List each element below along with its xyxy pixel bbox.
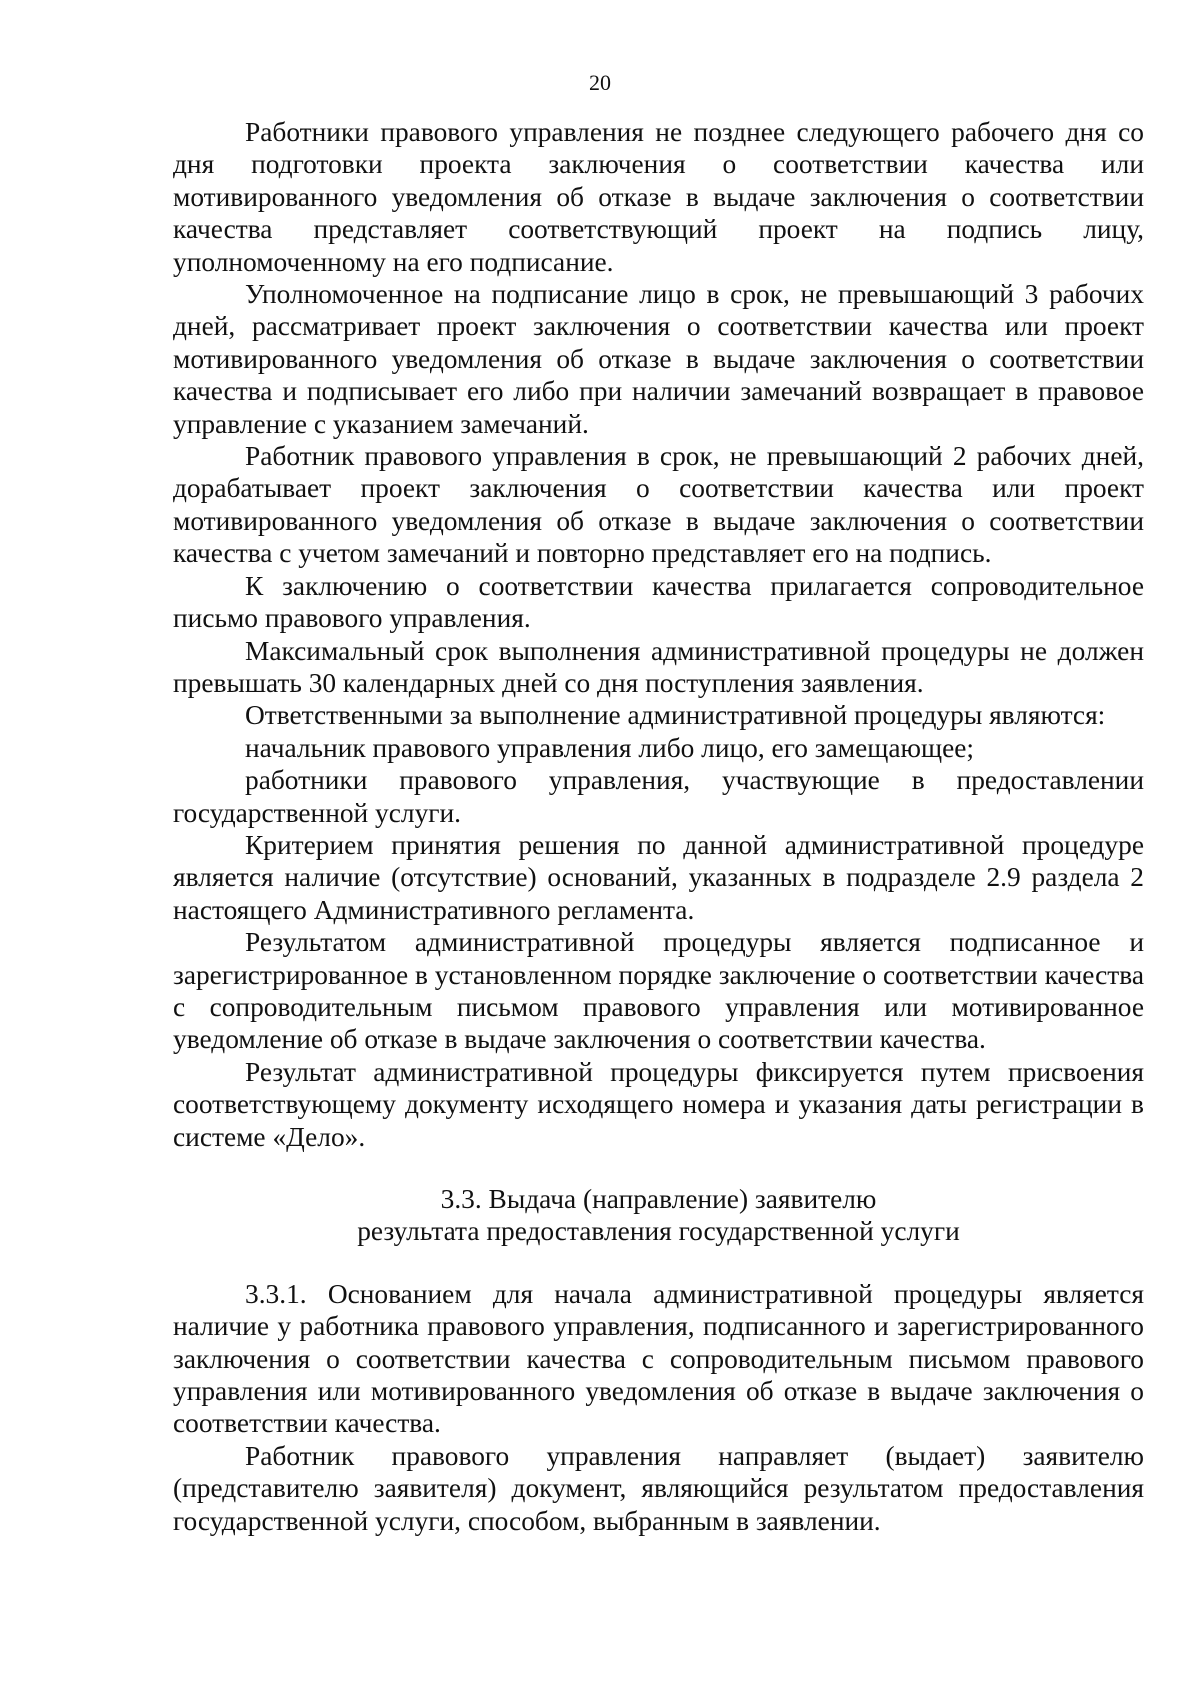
paragraph: Работник правового управления в срок, не превышающий 2 рабочих дней, дорабатывает проект заключения о соответствии качества или проект мотивированного уведомления об отказе в выдаче заключения о соответствии качества с учетом замечаний и повторно представляет его на подпись. [173, 441, 1144, 569]
paragraph: Результатом административной процедуры является подписанное и зарегистрированное в установленном порядке заключение о соответствии качества с сопроводительным письмом правового управления или мотивированное уведомление об отказе в выдаче заключения о соответствии качества. [173, 927, 1144, 1055]
paragraph: начальник правового управления либо лицо, его замещающее; [245, 732, 975, 763]
paragraph: 3.3.1. Основанием для начала административной процедуры является наличие у работника правового управления, подписанного и зарегистрированного заключения о соответствии качества с сопроводительным письмом правового управления или мотивированного уведомления об отказе в выдаче заключения о соответствии качества. [173, 1278, 1144, 1439]
page-number: 20 [589, 70, 611, 95]
paragraph: Результат административной процедуры фиксируется путем присвоения соответствующему документу исходящего номера и указания даты регистрации в системе «Дело». [173, 1056, 1144, 1152]
document-body [173, 116, 1144, 1537]
paragraph: Работники правового управления не позднее следующего рабочего дня со дня подготовки проекта заключения о соответствии качества или мотивированного уведомления об отказе в выдаче заключения о соответствии качества представляет соответствующий проект на подпись лицу, уполномоченному на его подписание. [173, 117, 1144, 277]
paragraph: Уполномоченное на подписание лицо в срок, не превышающий 3 рабочих дней, рассматривает проект заключения о соответствии качества или проект мотивированного уведомления об отказе в выдаче заключения о соответствии качества и подписывает его либо при наличии замечаний возвращает в правовое управление с указанием замечаний. [173, 279, 1144, 439]
paragraph: Работник правового управления направляет (выдает) заявителю (представителю заявителя) документ, являющийся результатом предоставления государственной услуги, способом, выбранным в заявлении. [173, 1440, 1144, 1536]
section-heading-line: 3.3. Выдача (направление) заявителю [440, 1184, 877, 1214]
paragraph: К заключению о соответствии качества прилагается сопроводительное письмо правового управления. [173, 570, 1144, 634]
section-heading-line: результата предоставления государственной услуги [357, 1216, 960, 1247]
paragraph: работники правового управления, участвующие в предоставлении государственной услуги. [173, 765, 1144, 828]
section-heading [173, 1183, 1144, 1248]
paragraph: Ответственными за выполнение административной процедуры являются: [245, 700, 1106, 731]
paragraph: Максимальный срок выполнения административной процедуры не должен превышать 30 календарных дней со дня поступления заявления. [173, 635, 1144, 698]
paragraph: Критерием принятия решения по данной административной процедуре является наличие (отсутствие) оснований, указанных в подразделе 2.9 раздела 2 настоящего Административного регламента. [173, 829, 1144, 925]
